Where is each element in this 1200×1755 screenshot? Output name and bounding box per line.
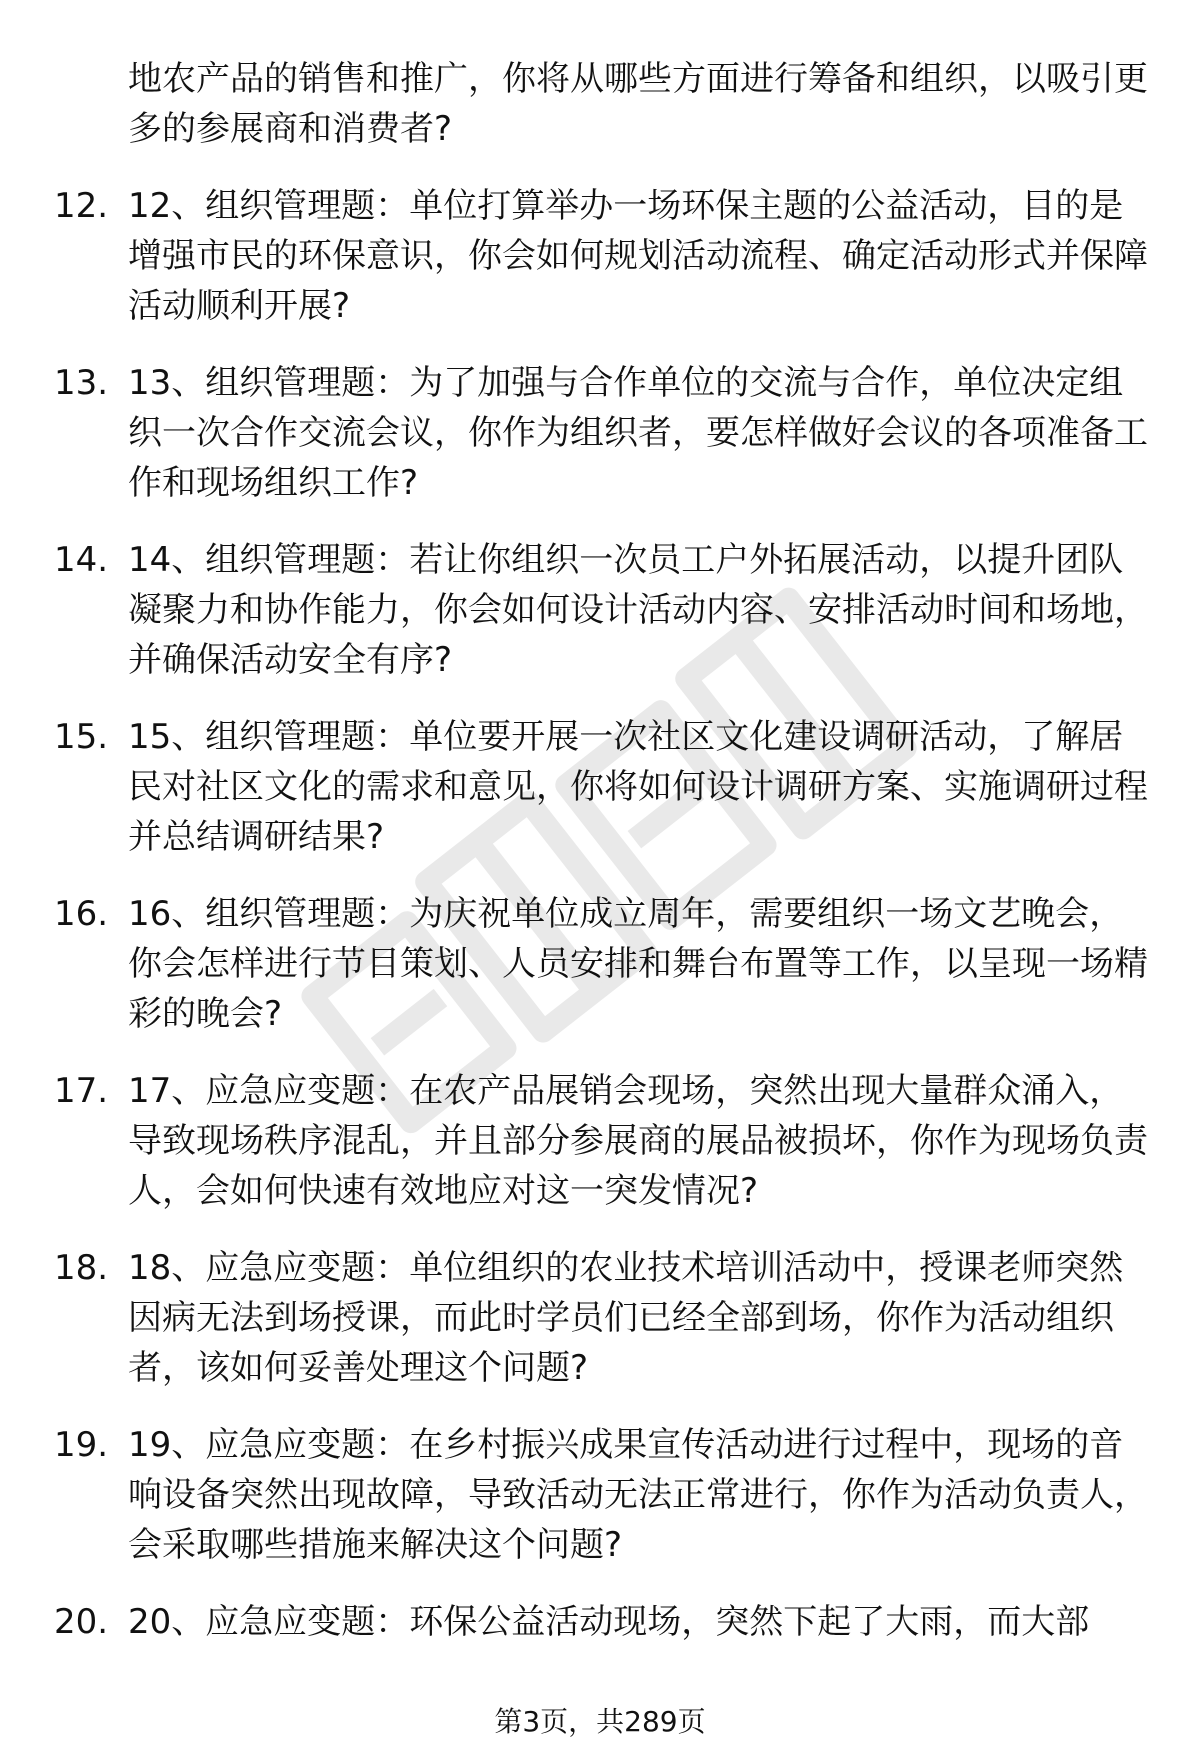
item-number: 12. xyxy=(54,186,109,226)
list-item xyxy=(0,1597,1200,1647)
item-text: 20、应急应变题：环保公益活动现场，突然下起了大雨，而大部 xyxy=(128,1602,1090,1642)
item-number: 18. xyxy=(54,1248,109,1288)
list-item xyxy=(0,181,1200,331)
item-text: 13、组织管理题：为了加强与合作单位的交流与合作，单位决定组织一次合作交流会议，你作为组织者，要怎样做好会议的各项准备工作和现场组织工作? xyxy=(128,363,1148,503)
item-text: 15、组织管理题：单位要开展一次社区文化建设调研活动，了解居民对社区文化的需求和意见，你将如何设计调研方案、实施调研过程并总结调研结果? xyxy=(128,717,1148,857)
item-text: 17、应急应变题：在农产品展销会现场，突然出现大量群众涌入，导致现场秩序混乱，并且部分参展商的展品被损坏，你作为现场负责人，会如何快速有效地应对这一突发情况? xyxy=(128,1071,1148,1211)
list-item xyxy=(0,358,1200,508)
item-number: 19. xyxy=(54,1425,109,1465)
item-text: 地农产品的销售和推广，你将从哪些方面进行筹备和组织，以吸引更多的参展商和消费者? xyxy=(128,59,1148,149)
list-item xyxy=(0,1243,1200,1393)
list-item xyxy=(0,712,1200,862)
item-number: 20. xyxy=(54,1602,109,1642)
item-number: 14. xyxy=(54,540,109,580)
list-item xyxy=(0,889,1200,1039)
list-item xyxy=(0,1420,1200,1570)
item-text: 14、组织管理题：若让你组织一次员工户外拓展活动，以提升团队凝聚力和协作能力，你会如何设计活动内容、安排活动时间和场地，并确保活动安全有序? xyxy=(128,540,1148,680)
item-number: 13. xyxy=(54,363,109,403)
item-number: 16. xyxy=(54,894,109,934)
list-item xyxy=(0,1066,1200,1216)
item-number: 17. xyxy=(54,1071,109,1111)
item-number: 15. xyxy=(54,717,109,757)
list-item xyxy=(0,54,1200,154)
question-list xyxy=(0,54,1200,1674)
item-text: 19、应急应变题：在乡村振兴成果宣传活动进行过程中，现场的音响设备突然出现故障，导致活动无法正常进行，你作为活动负责人，会采取哪些措施来解决这个问题? xyxy=(128,1425,1148,1565)
item-text: 12、组织管理题：单位打算举办一场环保主题的公益活动，目的是增强市民的环保意识，你会如何规划活动流程、确定活动形式并保障活动顺利开展? xyxy=(128,186,1148,326)
item-text: 16、组织管理题：为庆祝单位成立周年，需要组织一场文艺晚会，你会怎样进行节目策划、人员安排和舞台布置等工作，以呈现一场精彩的晚会? xyxy=(128,894,1148,1034)
list-item xyxy=(0,535,1200,685)
page-number-footer: 第3页，共289页 xyxy=(494,1705,706,1738)
item-text: 18、应急应变题：单位组织的农业技术培训活动中，授课老师突然因病无法到场授课，而此时学员们已经全部到场，你作为活动组织者，该如何妥善处理这个问题? xyxy=(128,1248,1124,1388)
